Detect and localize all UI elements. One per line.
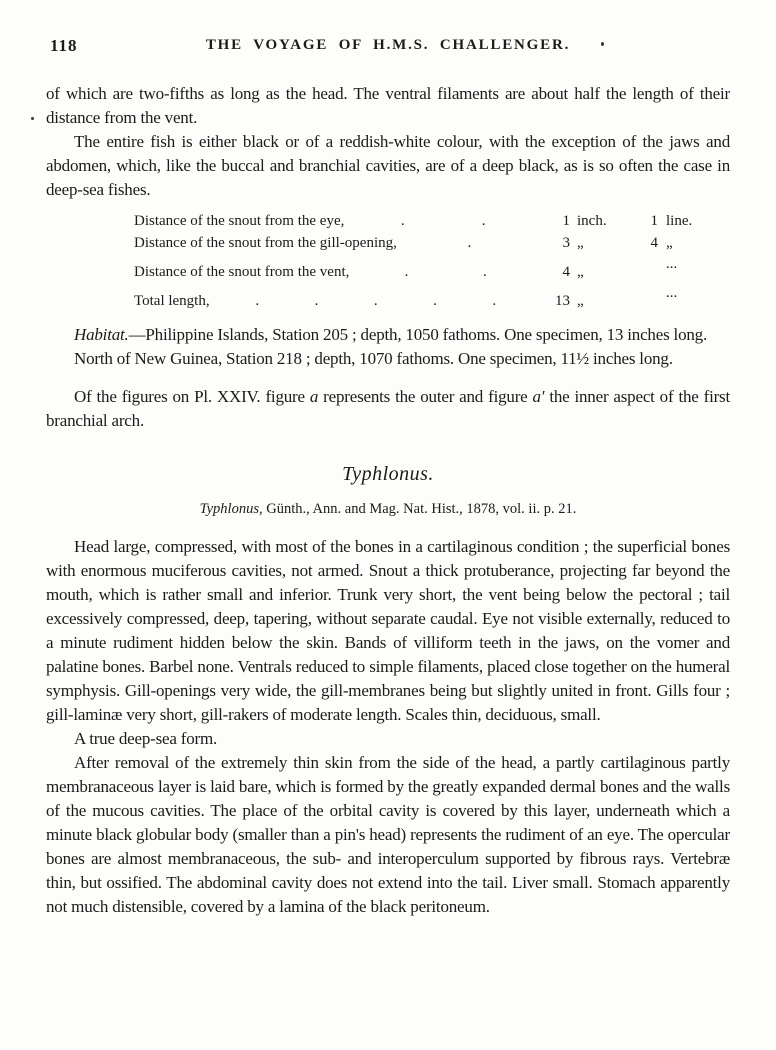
ink-speck — [31, 117, 34, 120]
leader-dots: . . — [400, 213, 486, 229]
paragraph-anatomy: After removal of the extremely thin skin from the side of the head, a partly cartilaginous partly membranaceous layer is laid bare, which is formed by the greatly expanded dermal bones and the walls of the mucous cavities. The place of the orbital cavity is covered by this layer, underneath which a minute black globular body (smaller than a pin's head) represents the rudiment of an eye. The opercular bones are almost membranaceous, the sub- and interoperculum supported by fibrous rays. Vertebræ thin, but ossified. The abdominal cavity does not extend into the tail. Liver small. Stomach apparently not much distensible, covered by a lamina of the black peritoneum. — [46, 753, 730, 916]
lines-unit: ... — [666, 256, 678, 272]
row-label: Total length, — [134, 292, 210, 309]
row-label: Distance of the snout from the vent, — [134, 263, 350, 280]
lines-value — [638, 254, 658, 276]
inches-unit: „ — [577, 234, 584, 251]
inches-unit: „ — [577, 263, 584, 280]
leader-dots: . — [467, 234, 472, 251]
ink-speck — [601, 42, 604, 46]
paragraph-habitat: Habitat.—Philippine Islands, Station 205 ; depth, 1050 fathoms. One specimen, 13 inches long. — [74, 325, 708, 344]
lines-cell — [638, 283, 722, 305]
inches-cell — [542, 291, 638, 313]
lines-cell — [638, 233, 722, 255]
leader-dots: . . . . . — [255, 292, 497, 309]
inches-value: 3 — [562, 234, 570, 251]
lines-cell — [638, 211, 722, 233]
lines-cell — [638, 254, 722, 276]
lines-unit: line. — [666, 213, 693, 229]
lines-value — [638, 283, 658, 305]
inches-value: 1 — [562, 213, 570, 229]
genus-citation: Typhlonus, Günth., Ann. and Mag. Nat. Hist., 1878, vol. ii. p. 21. — [199, 501, 577, 517]
row-label: Distance of the snout from the gill-opening, — [134, 234, 397, 251]
leader-dots: . . — [404, 263, 487, 280]
paragraph-new-guinea: North of New Guinea, Station 218 ; depth, 1070 fathoms. One specimen, 11½ inches long. — [74, 349, 673, 368]
table-row — [134, 233, 722, 255]
paragraph-colour: The entire fish is either black or of a reddish-white colour, with the exception of the jaws and abdomen, which, like the buccal and branchial cavities, are of a deep black, as is so often the case in deep-sea fishes. — [46, 132, 730, 199]
inches-cell — [542, 211, 638, 233]
table-row — [134, 283, 722, 312]
lines-unit: ... — [666, 285, 678, 301]
table-row — [134, 254, 722, 283]
lines-value: 1 — [650, 213, 658, 229]
row-label: Distance of the snout from the eye, — [134, 213, 345, 229]
running-title: THE VOYAGE OF H.M.S. CHALLENGER. — [205, 37, 571, 53]
lines-value: 4 — [650, 234, 658, 251]
paragraph-continuation: of which are two-fifths as long as the head. The ventral filaments are about half the length of their distance from the vent. — [46, 84, 730, 127]
lines-unit: „ — [666, 234, 673, 251]
paragraph-deep-sea-form: A true deep-sea form. — [74, 729, 218, 748]
inches-unit: inch. — [577, 213, 607, 229]
inches-value: 13 — [555, 292, 570, 309]
paragraph-genus-description: Head large, compressed, with most of the bones in a cartilaginous condition ; the superficial bones with enormous muciferous cavities, not armed. Snout a thick protuberance, projecting far beyond the mouth, which is rather small and inferior. Trunk very short, the vent being below the pectoral ; tail excessively compressed, deep, tapering, without separate caudal. Eye not visible externally, reduced to a minute rudiment hidden below the skin. Bands of villiform teeth in the jaws, on the vomer and palatine bones. Barbel none. Ventrals reduced to simple filaments, placed close together on the humeral symphysis. Gill-openings very wide, the gill-membranes being but slightly united in front. Gills four ; gill-laminæ very short, gill-rakers of moderate length. Scales thin, deciduous, small. — [46, 537, 730, 724]
table-row — [134, 211, 722, 233]
measurements-table — [134, 211, 722, 312]
page-number: 118 — [50, 36, 78, 55]
paragraph-figures: Of the figures on Pl. XXIV. figure a represents the outer and figure a′ the inner aspect of the first branchial arch. — [46, 387, 730, 430]
running-header — [46, 34, 730, 60]
inches-unit: „ — [577, 292, 584, 309]
genus-heading: Typhlonus. — [342, 463, 434, 485]
inches-cell — [542, 262, 638, 284]
inches-value: 4 — [562, 263, 570, 280]
inches-cell — [542, 233, 638, 255]
